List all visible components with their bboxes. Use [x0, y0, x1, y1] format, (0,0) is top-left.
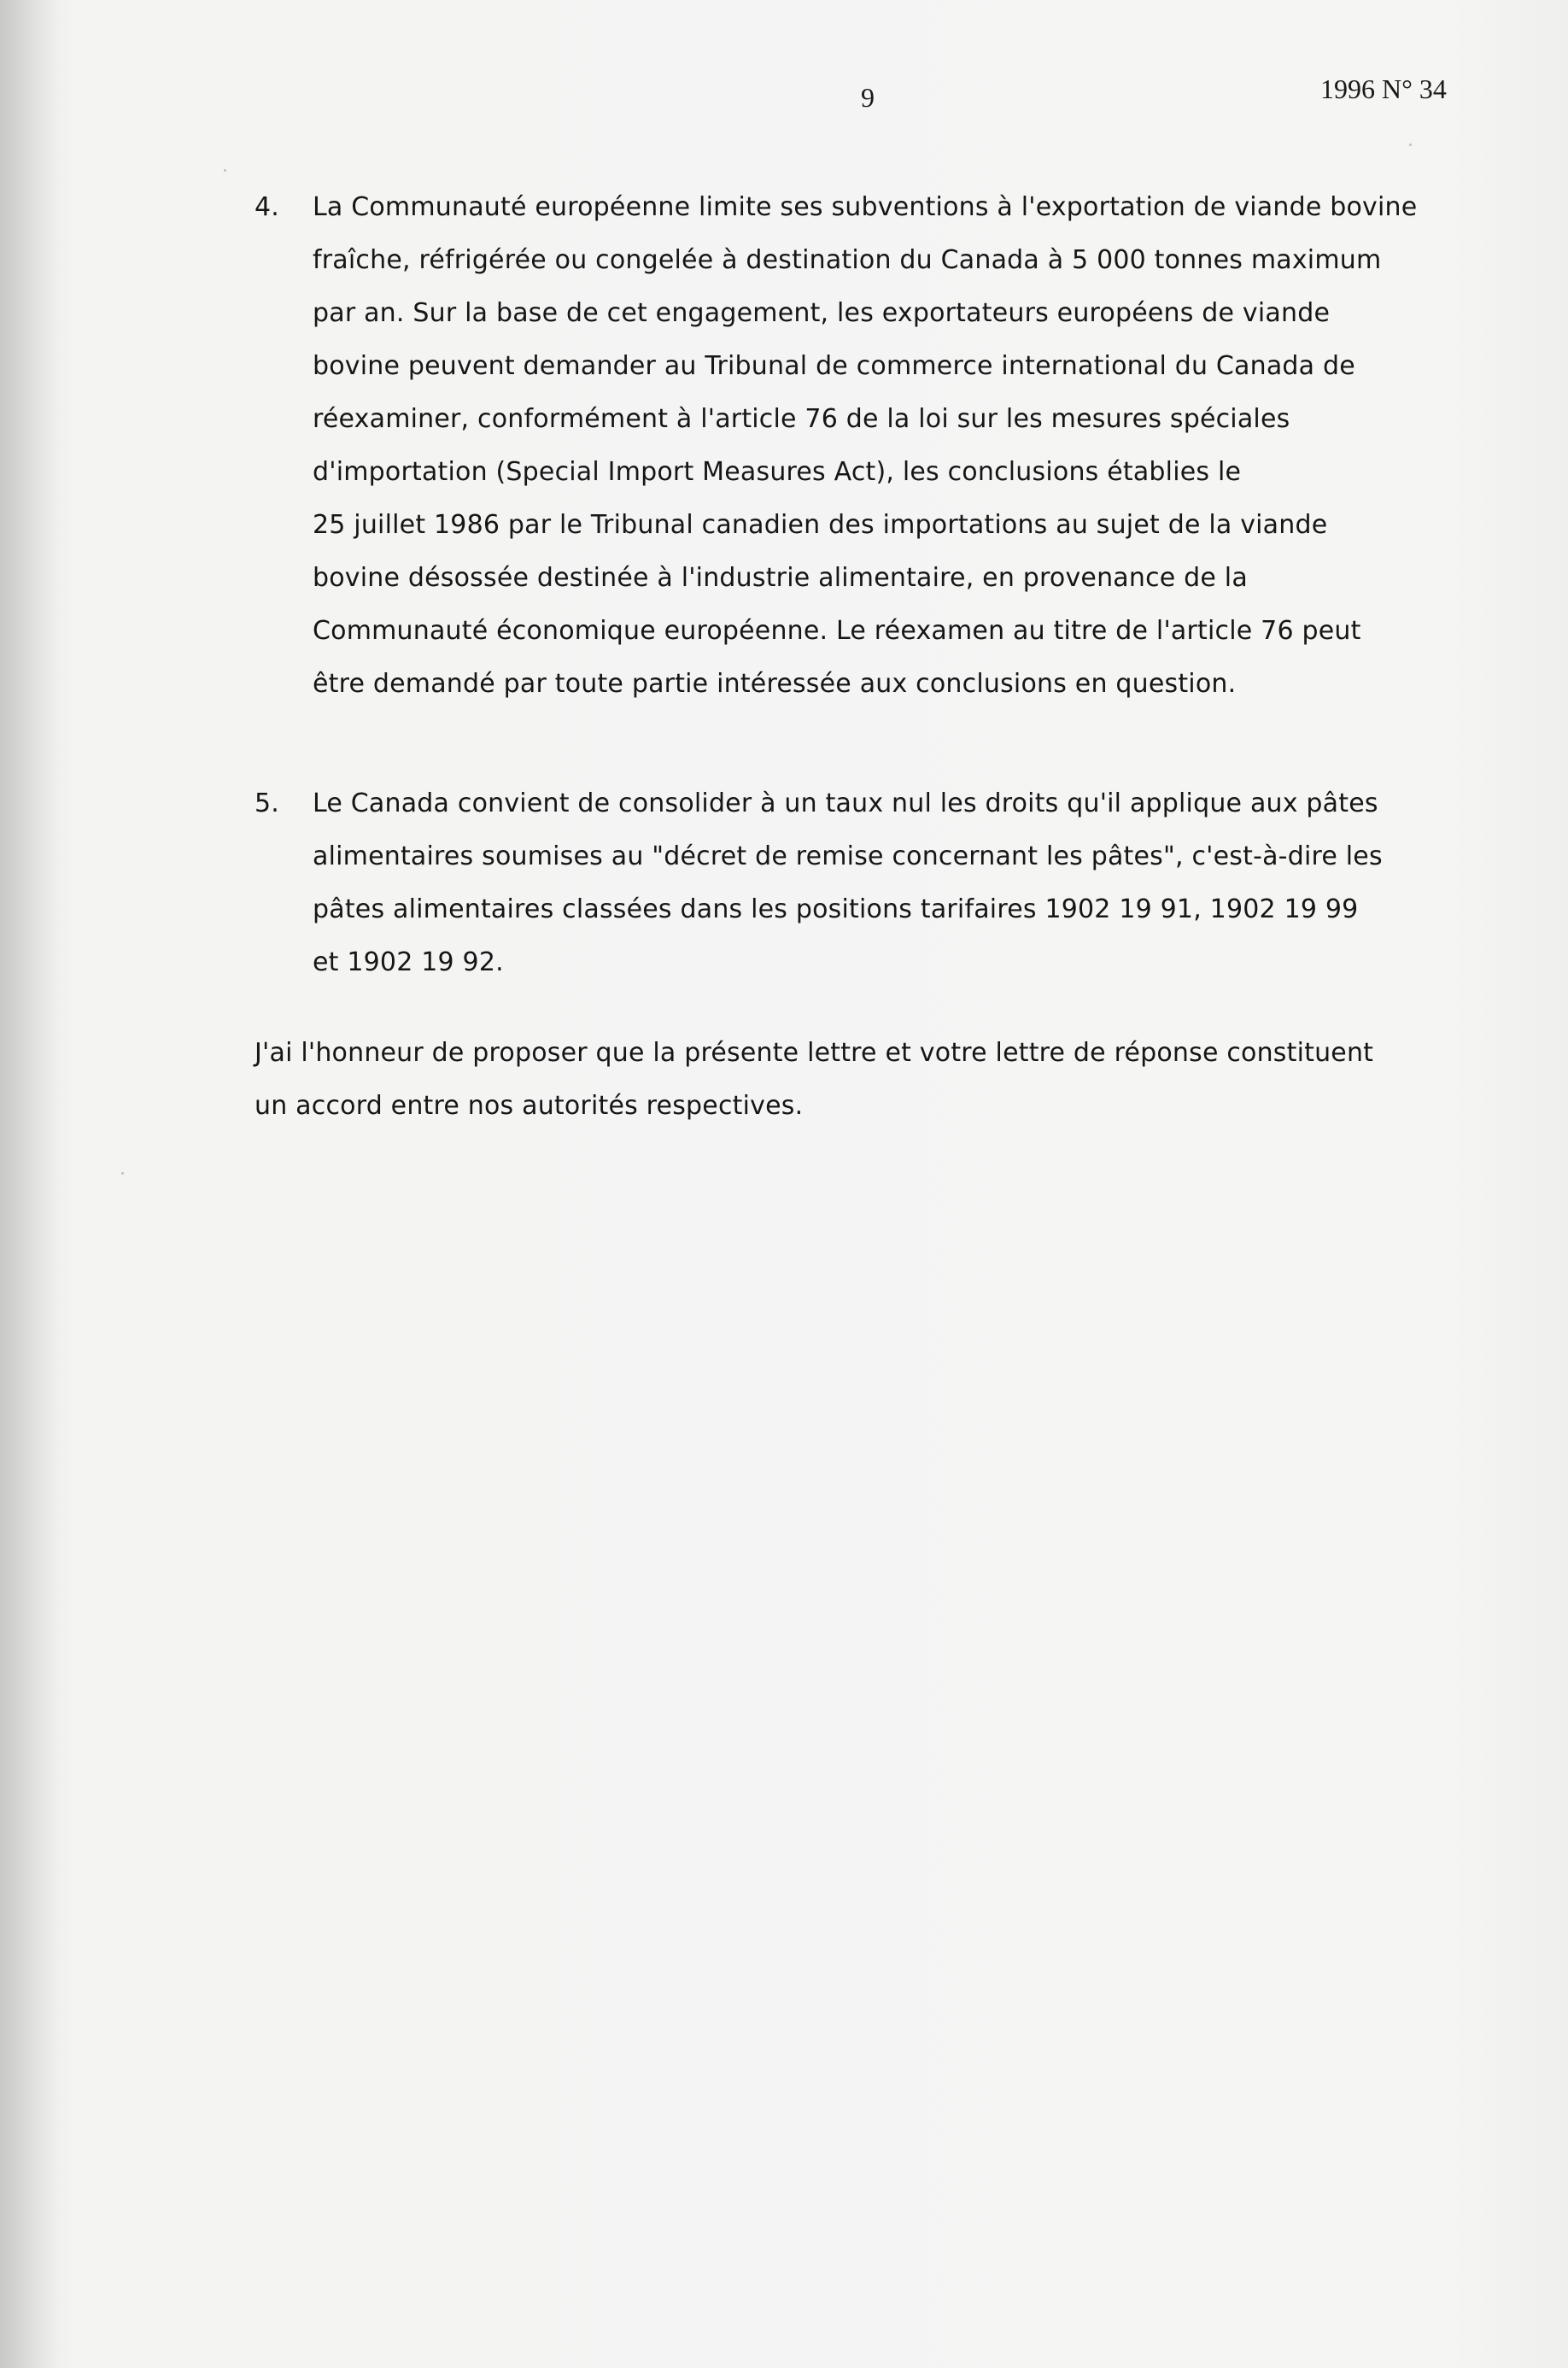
page-edge-shadow [0, 0, 60, 2368]
clause-number: 4. [255, 192, 280, 222]
clause-text [313, 181, 1474, 711]
paper-speck [121, 1172, 124, 1175]
text-line: réexaminer, conformément à l'article 76 de la loi sur les mesures spéciales [313, 404, 1290, 434]
text-line: J'ai l'honneur de proposer que la présente lettre et votre lettre de réponse constituent [255, 1038, 1374, 1068]
paper-speck [1409, 144, 1412, 146]
page-number: 9 [861, 82, 875, 113]
text-line: un accord entre nos autorités respectives. [255, 1091, 804, 1121]
paper-speck [224, 169, 226, 172]
clause-number: 5. [255, 788, 280, 818]
text-line: bovine désossée destinée à l'industrie alimentaire, en provenance de la [313, 563, 1248, 593]
text-line: 25 juillet 1986 par le Tribunal canadien des importations au sujet de la viande [313, 510, 1328, 540]
text-line: par an. Sur la base de cet engagement, les exportateurs européens de viande [313, 298, 1331, 328]
closing-paragraph [255, 1027, 1450, 1133]
text-line: La Communauté européenne limite ses subventions à l'exportation de viande bovine [313, 192, 1418, 222]
text-line: et 1902 19 92. [313, 947, 504, 977]
page-header [0, 72, 1568, 123]
text-line: bovine peuvent demander au Tribunal de commerce international du Canada de [313, 351, 1355, 381]
text-line: pâtes alimentaires classées dans les positions tarifaires 1902 19 91, 1902 19 99 [313, 894, 1359, 924]
text-line: être demandé par toute partie intéressée aux conclusions en question. [313, 669, 1237, 699]
text-line: alimentaires soumises au "décret de remise concernant les pâtes", c'est-à-dire les [313, 841, 1383, 871]
clause-text [313, 777, 1474, 989]
text-line: d'importation (Special Import Measures Act), les conclusions établies le [313, 457, 1242, 487]
text-line: Le Canada convient de consolider à un taux nul les droits qu'il applique aux pâtes [313, 788, 1378, 818]
text-line: Communauté économique européenne. Le réexamen au titre de l'article 76 peut [313, 616, 1361, 646]
issue-reference: 1996 N° 34 [1320, 73, 1447, 104]
text-line: fraîche, réfrigérée ou congelée à destination du Canada à 5 000 tonnes maximum [313, 245, 1382, 275]
